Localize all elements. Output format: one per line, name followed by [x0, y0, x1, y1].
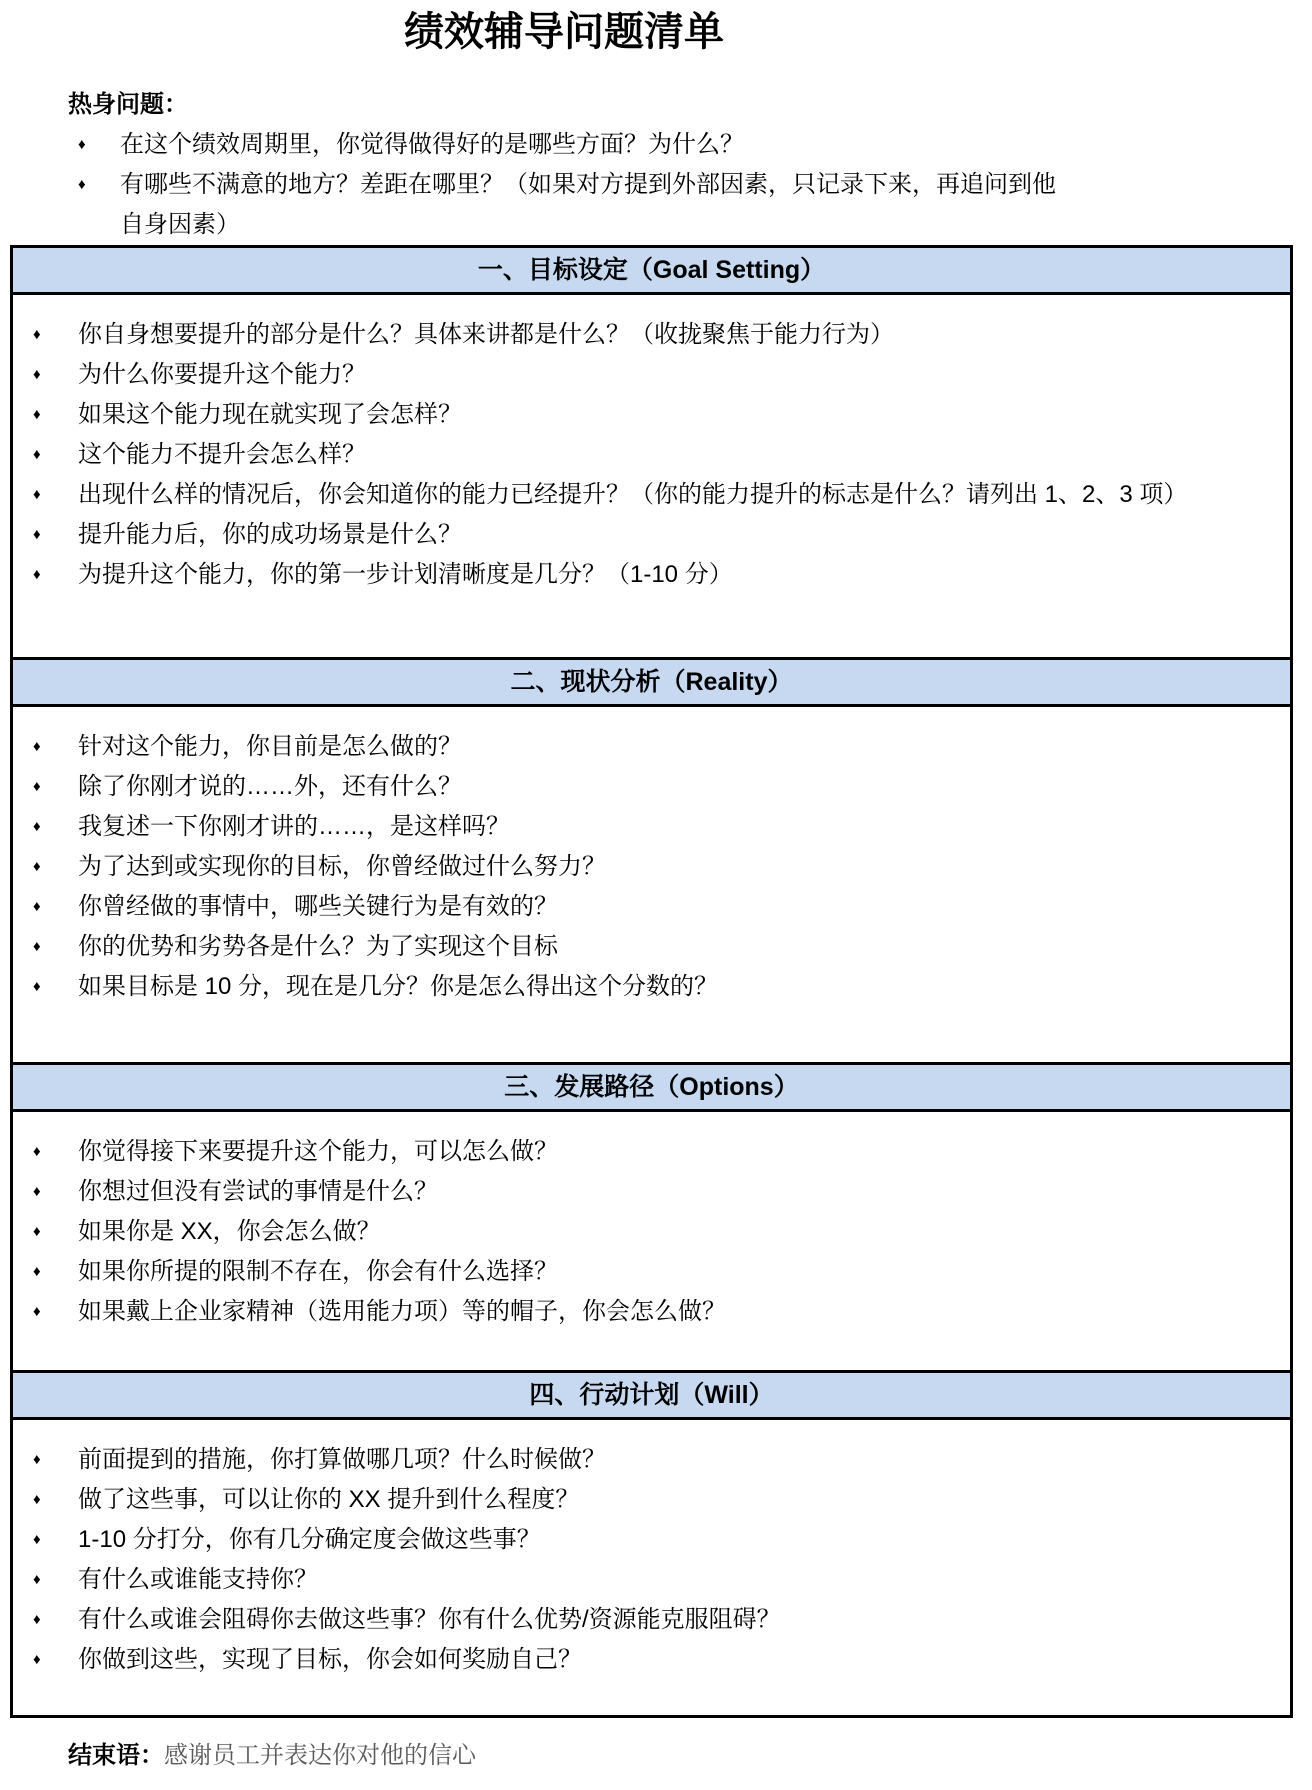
section-heading-text: 三、发展路径（Options）: [504, 1073, 799, 1101]
bullet-diamond-icon: ♦: [33, 938, 41, 955]
section-body-options: [13, 1112, 1290, 1370]
question-text: 出现什么样的情况后，你会知道你的能力已经提升？（你的能力提升的标志是什么？请列出 1、2、3 项）: [78, 481, 1188, 508]
bullet-diamond-icon: ♦: [33, 326, 41, 343]
question-text: 如果你所提的限制不存在，你会有什么选择？: [78, 1258, 558, 1285]
question-text: 提升能力后，你的成功场景是什么？: [78, 521, 462, 548]
bullet-diamond-icon: ♦: [33, 1451, 41, 1468]
list-item: [13, 1560, 1190, 1600]
bullet-diamond-icon: ♦: [78, 136, 86, 153]
bullet-diamond-icon: ♦: [33, 366, 41, 383]
question-text: 你曾经做的事情中，哪些关键行为是有效的？: [78, 893, 558, 920]
bullet-diamond-icon: ♦: [33, 1303, 41, 1320]
bullet-diamond-icon: ♦: [33, 1571, 41, 1588]
section-heading-text: 四、行动计划（Will）: [529, 1381, 774, 1409]
closing-text: 感谢员工并表达你对他的信心: [164, 1742, 476, 1769]
list-item: [13, 395, 1190, 435]
section-body-will: [13, 1420, 1290, 1715]
warmup-question-list: [68, 125, 1068, 245]
section-heading-text: 一、目标设定（Goal Setting）: [477, 256, 826, 284]
list-item: [13, 1212, 1190, 1252]
question-text: 1-10 分打分，你有几分确定度会做这些事？: [78, 1526, 541, 1553]
list-item: [13, 1440, 1190, 1480]
question-text: 前面提到的措施，你打算做哪几项？什么时候做？: [78, 1446, 606, 1473]
question-text: 你想过但没有尝试的事情是什么？: [78, 1178, 438, 1205]
section-header-will: [13, 1370, 1290, 1420]
list-item: [13, 515, 1190, 555]
list-item: [13, 927, 1190, 967]
list-item: [13, 355, 1190, 395]
bullet-diamond-icon: ♦: [33, 1491, 41, 1508]
question-text: 除了你刚才说的……外，还有什么？: [78, 773, 462, 800]
list-item: [13, 967, 1190, 1007]
section-header-options: [13, 1062, 1290, 1112]
question-list: [13, 1440, 1190, 1680]
question-text: 为了达到或实现你的目标，你曾经做过什么努力？: [78, 853, 606, 880]
bullet-diamond-icon: ♦: [33, 1651, 41, 1668]
question-text: 我复述一下你刚才讲的……，是这样吗？: [78, 813, 510, 840]
question-text: 为提升这个能力，你的第一步计划清晰度是几分？（1-10 分）: [78, 561, 733, 588]
section-body-reality: [13, 707, 1290, 1062]
question-list: [13, 1132, 1190, 1332]
bullet-diamond-icon: ♦: [33, 738, 41, 755]
question-text: 做了这些事，可以让你的 XX 提升到什么程度？: [78, 1486, 580, 1513]
bullet-diamond-icon: ♦: [33, 1263, 41, 1280]
question-list: [13, 315, 1190, 595]
question-text: 如果这个能力现在就实现了会怎样？: [78, 401, 462, 428]
list-item: [13, 1292, 1190, 1332]
warmup-section: [68, 85, 1068, 245]
bullet-diamond-icon: ♦: [33, 1183, 41, 1200]
list-item: [13, 1520, 1190, 1560]
bullet-diamond-icon: ♦: [33, 566, 41, 583]
section-body-goal-setting: [13, 295, 1290, 657]
section-heading-text: 二、现状分析（Reality）: [510, 668, 793, 696]
list-item: [13, 1640, 1190, 1680]
bullet-diamond-icon: ♦: [33, 1611, 41, 1628]
question-text: 有什么或谁会阻碍你去做这些事？你有什么优势/资源能克服阻碍？: [78, 1606, 781, 1633]
bullet-diamond-icon: ♦: [33, 1143, 41, 1160]
question-text: 在这个绩效周期里，你觉得做得好的是哪些方面？为什么？: [120, 131, 744, 158]
grow-question-table: [10, 245, 1293, 1718]
list-item: [13, 847, 1190, 887]
question-text: 你做到这些，实现了目标，你会如何奖励自己？: [78, 1646, 582, 1673]
bullet-diamond-icon: ♦: [33, 446, 41, 463]
bullet-diamond-icon: ♦: [33, 898, 41, 915]
question-text: 为什么你要提升这个能力？: [78, 361, 366, 388]
question-text: 你自身想要提升的部分是什么？具体来讲都是什么？（收拢聚焦于能力行为）: [78, 321, 894, 348]
bullet-diamond-icon: ♦: [33, 858, 41, 875]
list-item: [13, 1252, 1190, 1292]
closing-note: [68, 1736, 1312, 1776]
question-text: 这个能力不提升会怎么样？: [78, 441, 366, 468]
list-item: [13, 727, 1190, 767]
question-text: 有什么或谁能支持你？: [78, 1566, 318, 1593]
bullet-diamond-icon: ♦: [33, 526, 41, 543]
bullet-diamond-icon: ♦: [78, 176, 86, 193]
bullet-diamond-icon: ♦: [33, 778, 41, 795]
list-item: [13, 435, 1190, 475]
list-item: [13, 767, 1190, 807]
question-text: 你的优势和劣势各是什么？为了实现这个目标: [78, 933, 558, 960]
closing-label: 结束语：: [68, 1742, 164, 1769]
list-item: [13, 315, 1190, 355]
bullet-diamond-icon: ♦: [33, 486, 41, 503]
page-title: 绩效辅导问题清单: [404, 10, 724, 54]
warmup-label: 热身问题：: [68, 91, 188, 118]
bullet-diamond-icon: ♦: [33, 978, 41, 995]
question-text: 如果目标是 10 分，现在是几分？你是怎么得出这个分数的？: [78, 973, 719, 1000]
list-item: [13, 475, 1190, 515]
list-item: [13, 1132, 1190, 1172]
bullet-diamond-icon: ♦: [33, 1223, 41, 1240]
question-text: 如果戴上企业家精神（选用能力项）等的帽子，你会怎么做？: [78, 1298, 726, 1325]
list-item: [68, 165, 1068, 245]
section-header-reality: [13, 657, 1290, 707]
bullet-diamond-icon: ♦: [33, 406, 41, 423]
list-item: [13, 887, 1190, 927]
question-text: 有哪些不满意的地方？差距在哪里？（如果对方提到外部因素，只记录下来，再追问到他自身因素）: [120, 171, 1056, 238]
bullet-diamond-icon: ♦: [33, 818, 41, 835]
question-list: [13, 727, 1190, 1007]
list-item: [13, 1480, 1190, 1520]
list-item: [13, 555, 1190, 595]
list-item: [68, 125, 1068, 165]
list-item: [13, 1600, 1190, 1640]
question-text: 针对这个能力，你目前是怎么做的？: [78, 733, 462, 760]
question-text: 你觉得接下来要提升这个能力，可以怎么做？: [78, 1138, 558, 1165]
section-header-goal-setting: [13, 248, 1290, 295]
bullet-diamond-icon: ♦: [33, 1531, 41, 1548]
list-item: [13, 807, 1190, 847]
question-text: 如果你是 XX，你会怎么做？: [78, 1218, 381, 1245]
list-item: [13, 1172, 1190, 1212]
